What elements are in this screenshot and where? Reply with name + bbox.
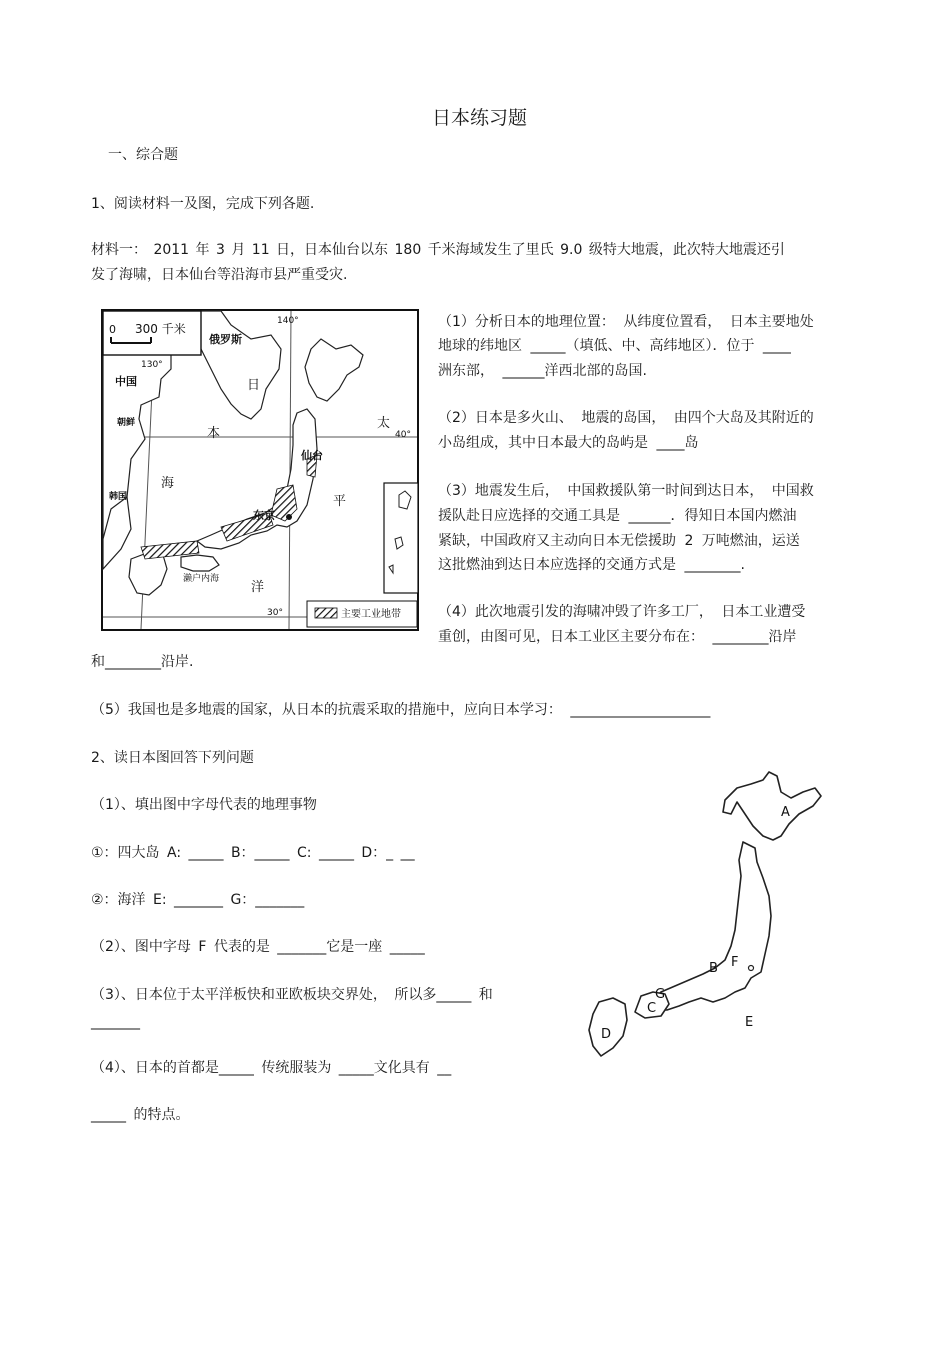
label-d: D	[601, 1027, 612, 1042]
q2-s4b: _____ 的特点。	[91, 1107, 190, 1123]
label-c: C	[647, 1001, 657, 1016]
label-lat40: 40°	[395, 430, 411, 440]
label-china: 中国	[115, 375, 137, 388]
label-sea-ben: 本	[207, 426, 221, 441]
q1-p4-line3: 和________沿岸.	[91, 654, 194, 670]
label-ocean-yang: 洋	[251, 580, 265, 595]
label-b: B	[709, 961, 718, 976]
label-lon140: 140°	[277, 316, 299, 326]
label-ocean-tai: 太	[377, 416, 391, 431]
q1-material-line2: 发了海啸，日本仙台等沿海市县严重受灾.	[91, 267, 348, 283]
tokyo-marker	[286, 514, 292, 520]
q1-p4-line1: （4）此次地震引发的海啸冲毁了许多工厂， 日本工业遭受	[438, 604, 806, 620]
label-f: F	[731, 955, 739, 970]
label-lat30: 30°	[267, 608, 283, 618]
q1-p3-line4: 这批燃油到达日本应选择的交通方式是 ________.	[438, 557, 745, 573]
island-b	[651, 842, 771, 1010]
label-ocean-ping: 平	[333, 494, 347, 509]
label-inland-sea: 濑户内海	[183, 574, 220, 584]
q1-material-line1: 材料一： 2011 年 3 月 11 日，日本仙台以东 180 千米海域发生了里氏 9.0 级特大地震，此次特大地震还引	[91, 242, 785, 258]
japan-industrial-map	[101, 309, 419, 631]
label-russia: 俄罗斯	[209, 333, 242, 346]
section-heading: 一、综合题	[108, 147, 178, 163]
q2-s3b: _______	[91, 1014, 140, 1030]
label-sea-ri: 日	[247, 378, 261, 393]
shikoku	[181, 555, 219, 571]
label-tokyo: 东京	[253, 509, 275, 522]
q1-p3-line2: 援队赴日应选择的交通工具是 ______．得知日本国内燃油	[438, 508, 797, 524]
label-sea-hai: 海	[161, 476, 175, 491]
q2-s1a: ①：四大岛 A: _____ B：_____ C: _____ D：_ __	[91, 845, 415, 861]
q2-intro: 2、读日本图回答下列问题	[91, 750, 254, 766]
q1-p3-line3: 紧缺，中国政府又主动向日本无偿援助 2 万吨燃油，运送	[438, 533, 800, 549]
q1-p3-line1: （3）地震发生后， 中国救援队第一时间到达日本， 中国救	[438, 483, 814, 499]
q1-p1-line2: 地球的纬地区 _____（填低、中、高纬地区）．位于 ____	[438, 338, 791, 354]
q2-s3a: （3）、日本位于太平洋板快和亚欧板块交界处， 所以多_____ 和	[91, 987, 493, 1003]
q2-s1: （1）、填出图中字母代表的地理事物	[91, 797, 317, 813]
island-a	[723, 772, 821, 840]
legend-swatch	[315, 608, 337, 618]
q1-intro: 1、阅读材料一及图，完成下列各题.	[91, 196, 315, 212]
legend-label: 主要工业地带	[341, 609, 401, 620]
scale-zero: 0	[109, 323, 116, 336]
q1-p1-line3: 洲东部， ______洋西北部的岛国.	[438, 363, 647, 379]
q1-p2-line1: （2）日本是多火山、 地震的岛国， 由四个大岛及其附近的	[438, 410, 814, 426]
label-lon130: 130°	[141, 360, 163, 370]
page-title: 日本练习题	[432, 107, 528, 129]
label-e: E	[745, 1015, 754, 1030]
q2-s4a: （4）、日本的首都是_____ 传统服装为 _____文化具有 __	[91, 1060, 452, 1076]
q1-p1-line1: （1）分析日本的地理位置： 从纬度位置看， 日本主要地处	[438, 314, 814, 330]
label-sendai: 仙台	[301, 449, 323, 462]
label-a: A	[781, 805, 790, 820]
q1-p5: （5）我国也是多地震的国家，从日本的抗震采取的措施中，应向日本学习： ____________________	[91, 702, 711, 718]
label-korea-south: 韩国	[109, 492, 128, 502]
japan-outline-map	[585, 766, 833, 1064]
q2-s2: （2）、图中字母 F 代表的是 _______它是一座 _____	[91, 939, 425, 955]
q2-s1b: ②：海洋 E: _______ G：_______	[91, 892, 305, 908]
label-g: G	[655, 987, 666, 1002]
q1-p4-line2: 重创，由图可见，日本工业区主要分布在： ________沿岸	[438, 629, 797, 645]
q1-p2-line2: 小岛组成，其中日本最大的岛屿是 ____岛	[438, 435, 699, 451]
label-korea-north: 朝鲜	[117, 418, 136, 428]
scale-label: 300 千米	[135, 322, 186, 336]
